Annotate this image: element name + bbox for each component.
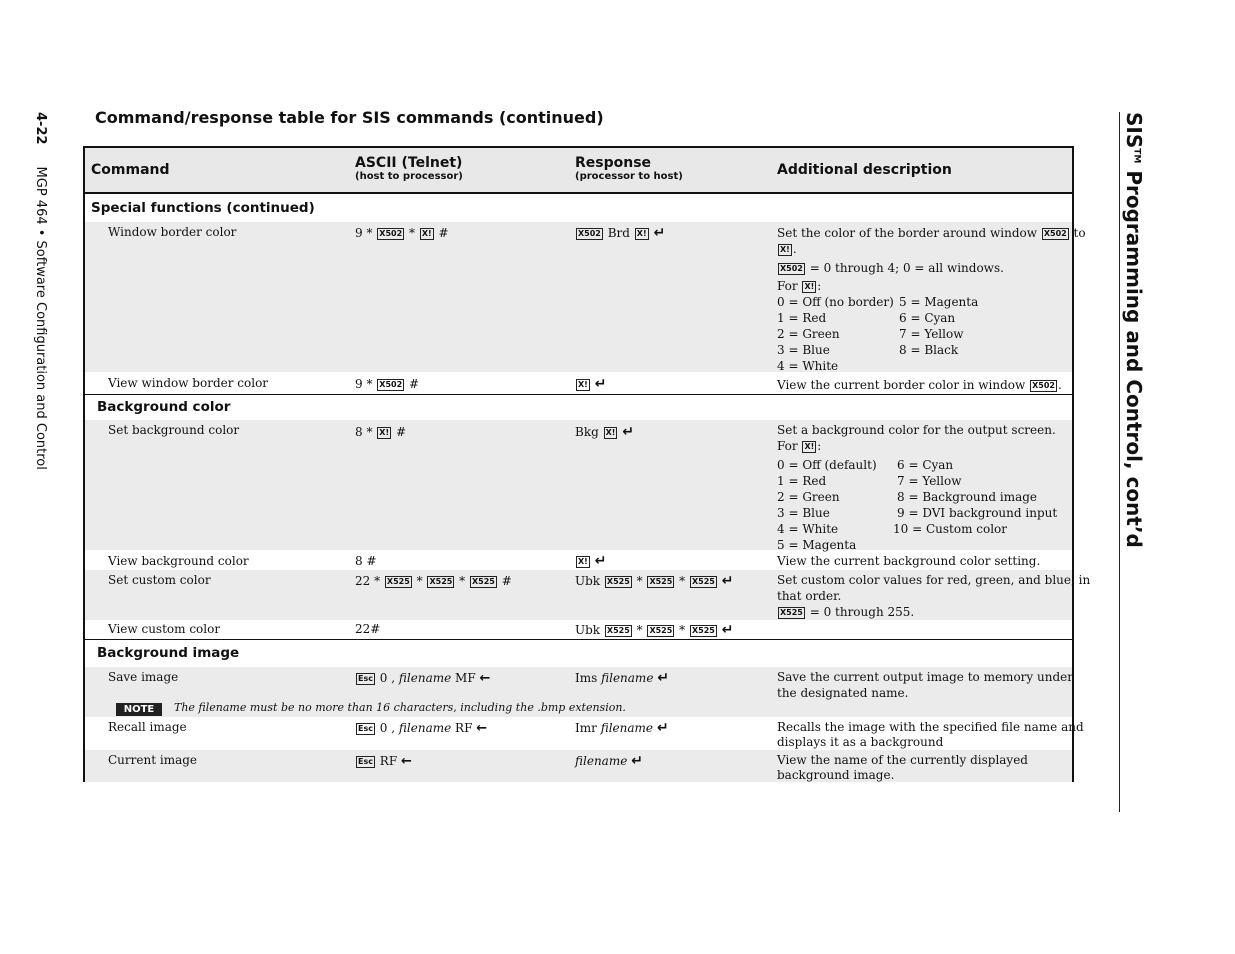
var-x1: X! — [780, 245, 790, 254]
ascii-save-image — [355, 670, 490, 687]
header-response-sub: (processor to host) — [575, 171, 683, 182]
resp-text: Ubk — [575, 623, 601, 637]
color-option: 4 = White — [777, 359, 839, 373]
var-x525: X525 — [649, 626, 673, 635]
resp-current-image — [575, 753, 643, 769]
trademark-mark: TM — [1131, 148, 1142, 164]
return-icon: ↵ — [657, 670, 669, 686]
var-x1: X! — [804, 442, 815, 451]
resp-text: * — [636, 574, 643, 588]
arrow-left-icon: ← — [479, 671, 491, 686]
desc-text: to — [1073, 226, 1086, 240]
note-badge: NOTE — [116, 703, 162, 716]
ascii-text: # — [408, 377, 420, 391]
resp-view-background — [575, 553, 606, 569]
ascii-set-background — [355, 424, 406, 440]
var-x525: X525 — [606, 626, 630, 635]
header-command: Command — [91, 162, 170, 178]
colors-left-border — [777, 294, 894, 374]
return-icon: ↵ — [631, 753, 643, 769]
resp-text: * — [679, 623, 686, 637]
ascii-text: RF — [455, 721, 473, 735]
resp-text: * — [636, 623, 643, 637]
header-response — [575, 155, 683, 182]
color-option: 6 = Cyan — [897, 458, 954, 472]
ascii-current-image — [355, 753, 412, 770]
desc-set-background-2 — [777, 438, 821, 454]
color-option: 0 = Off (default) — [777, 458, 877, 472]
right-rule — [1119, 112, 1120, 812]
cmd-view-background: View background color — [108, 554, 249, 568]
cmd-current-image: Current image — [108, 753, 198, 767]
var-x502: X502 — [780, 264, 803, 273]
var-x525: X525 — [429, 577, 453, 586]
ascii-text: RF — [379, 754, 398, 768]
color-option: 8 = Black — [899, 343, 959, 357]
desc-text: = 0 through 4; 0 = all windows. — [809, 261, 1004, 275]
desc-text: : — [817, 279, 822, 293]
var-esc: Esc — [358, 674, 373, 683]
header-ascii-sub: (host to processor) — [355, 171, 463, 182]
ascii-recall-image — [355, 720, 487, 737]
desc-window-border-1 — [777, 225, 1086, 241]
color-option: 2 = Green — [777, 327, 840, 341]
ascii-text: 0 , — [379, 721, 396, 735]
section-special-functions: Special functions (continued) — [91, 200, 315, 216]
section-background-image: Background image — [97, 645, 240, 661]
left-running-header — [28, 112, 52, 532]
return-icon: ↵ — [656, 720, 669, 736]
header-ascii-label: ASCII (Telnet) — [355, 155, 463, 171]
ascii-text: * — [416, 574, 423, 588]
desc-set-custom-1: Set custom color values for red, green, and blue, in — [777, 573, 1091, 587]
desc-view-background: View the current background color setting. — [777, 554, 1041, 568]
var-esc: Esc — [358, 757, 373, 766]
resp-text: Ims — [575, 671, 598, 685]
return-icon: ↵ — [594, 376, 607, 392]
resp-filename: filename — [575, 754, 628, 768]
arrow-left-icon: ← — [401, 754, 412, 769]
ascii-text: * — [408, 226, 415, 240]
var-x525: X525 — [691, 577, 715, 586]
color-option: 6 = Cyan — [899, 311, 956, 325]
colors-left-background — [777, 457, 877, 553]
ascii-text: 9 * — [355, 377, 373, 391]
color-option: 7 = Yellow — [899, 327, 964, 341]
cmd-window-border: Window border color — [108, 225, 237, 239]
ascii-view-background: 8 # — [355, 554, 377, 568]
note-text: The filename must be no more than 16 characters, including the .bmp extension. — [174, 701, 626, 714]
ascii-text: MF — [455, 671, 476, 685]
return-icon: ↵ — [653, 225, 666, 241]
ascii-text: * — [459, 574, 466, 588]
resp-filename: filename — [600, 721, 653, 735]
section-divider — [85, 394, 1072, 395]
color-option: 8 = Background image — [897, 490, 1038, 504]
var-x525: X525 — [649, 577, 673, 586]
resp-filename: filename — [601, 671, 654, 685]
desc-window-border-2 — [777, 260, 1004, 276]
color-option: 5 = Magenta — [899, 295, 979, 309]
ascii-text: 0 , — [379, 671, 396, 685]
var-esc: Esc — [358, 724, 373, 733]
color-option: 2 = Green — [777, 490, 840, 504]
ascii-filename: filename — [398, 721, 452, 735]
desc-set-background-1: Set a background color for the output screen. — [777, 423, 1056, 437]
table-header — [85, 148, 1072, 194]
return-icon: ↵ — [721, 573, 734, 589]
ascii-text: # — [395, 425, 406, 439]
var-x525: X525 — [780, 608, 803, 617]
color-option: 4 = White — [777, 522, 839, 536]
ascii-text: # — [438, 226, 449, 240]
desc-text: View the current border color in window — [777, 378, 1026, 392]
desc-save-image-2: the designated name. — [777, 686, 909, 700]
desc-window-border-1b: X! . — [780, 242, 797, 256]
var-x525: X525 — [471, 577, 495, 586]
var-x525: X525 — [386, 577, 410, 586]
var-x502: X502 — [1032, 381, 1055, 390]
var-x502: X502 — [379, 380, 403, 389]
var-x1: X! — [578, 380, 588, 389]
cmd-set-background: Set background color — [108, 423, 240, 437]
right-running-header — [1108, 112, 1148, 592]
section-divider — [85, 639, 1072, 640]
desc-window-border-3 — [777, 278, 821, 294]
desc-save-image-1: Save the current output image to memory under — [777, 670, 1073, 684]
var-x525: X525 — [606, 577, 630, 586]
color-option: 0 = Off (no border) — [777, 295, 894, 309]
header-response-label: Response — [575, 155, 652, 171]
desc-set-custom-2: that order. — [777, 589, 842, 603]
cmd-set-custom: Set custom color — [108, 573, 211, 587]
page-title: Command/response table for SIS commands (continued) — [95, 108, 604, 127]
color-option: 1 = Red — [777, 311, 827, 325]
resp-recall-image — [575, 720, 669, 736]
ascii-view-custom: 22# — [355, 622, 381, 636]
resp-window-border — [575, 225, 665, 241]
command-table — [83, 146, 1091, 782]
ascii-view-window-border — [355, 376, 419, 392]
var-x1: X! — [636, 229, 647, 238]
cmd-save-image: Save image — [108, 670, 179, 684]
right-title-rest: Programming and Control, cont’d — [1122, 163, 1146, 548]
desc-recall-image-1: Recalls the image with the specified file name and — [777, 720, 1084, 734]
var-x525: X525 — [691, 626, 715, 635]
return-icon: ↵ — [594, 553, 607, 569]
desc-text: Set the color of the border around window — [777, 226, 1037, 240]
ascii-window-border — [355, 225, 449, 241]
color-option: 1 = Red — [777, 474, 827, 488]
header-ascii — [355, 155, 463, 182]
resp-save-image — [575, 670, 669, 686]
var-x1: X! — [804, 282, 815, 291]
desc-text: For — [777, 279, 798, 293]
var-x502: X502 — [379, 229, 403, 238]
header-description: Additional description — [777, 162, 952, 178]
resp-set-background — [575, 424, 634, 440]
desc-text: = 0 through 255. — [809, 605, 915, 619]
page-number: 4-22 — [33, 112, 48, 145]
var-x1: X! — [379, 428, 390, 437]
var-x502: X502 — [1043, 229, 1067, 238]
colors-right-background — [893, 457, 1057, 537]
resp-text: Bkg — [575, 425, 599, 439]
section-background-color: Background color — [97, 399, 231, 415]
color-option: 7 = Yellow — [897, 474, 962, 488]
arrow-left-icon: ← — [476, 721, 488, 736]
resp-text: Imr — [575, 721, 597, 735]
var-x1: X! — [605, 428, 616, 437]
color-option: 3 = Blue — [777, 343, 830, 357]
resp-view-window-border — [575, 376, 606, 392]
desc-current-image-2: background image. — [777, 768, 895, 782]
resp-set-custom — [575, 573, 733, 589]
resp-text: * — [679, 574, 686, 588]
left-running-title: MGP 464 • Software Configuration and Control — [33, 166, 48, 470]
ascii-text: # — [501, 574, 512, 588]
cmd-view-custom: View custom color — [108, 622, 221, 636]
colors-right-border — [899, 294, 978, 358]
resp-text: Brd — [607, 226, 630, 240]
ascii-filename: filename — [398, 671, 452, 685]
resp-view-custom — [575, 622, 733, 638]
right-title-sis: SIS — [1122, 112, 1146, 149]
color-option: 5 = Magenta — [777, 538, 857, 552]
var-x1: X! — [578, 557, 588, 566]
desc-text: : — [817, 439, 822, 453]
ascii-text: 22 * — [355, 574, 381, 588]
desc-current-image-1: View the name of the currently displayed — [777, 753, 1028, 767]
ascii-text: 9 * — [355, 226, 373, 240]
resp-text: Ubk — [575, 574, 601, 588]
desc-recall-image-2: displays it as a background — [777, 735, 944, 749]
cmd-view-window-border: View window border color — [108, 376, 269, 390]
desc-view-window-border: View the current border color in window X502 . — [777, 378, 1062, 392]
ascii-text: 8 * — [355, 425, 373, 439]
var-x1: X! — [421, 229, 432, 238]
color-option: 10 = Custom color — [893, 522, 1008, 536]
ascii-set-custom — [355, 573, 512, 589]
desc-text: For — [777, 439, 798, 453]
color-option: 9 = DVI background input — [897, 506, 1058, 520]
color-option: 3 = Blue — [777, 506, 830, 520]
var-x502: X502 — [578, 229, 601, 238]
return-icon: ↵ — [721, 622, 734, 638]
return-icon: ↵ — [622, 424, 634, 440]
desc-set-custom-3 — [777, 604, 914, 620]
cmd-recall-image: Recall image — [108, 720, 187, 734]
